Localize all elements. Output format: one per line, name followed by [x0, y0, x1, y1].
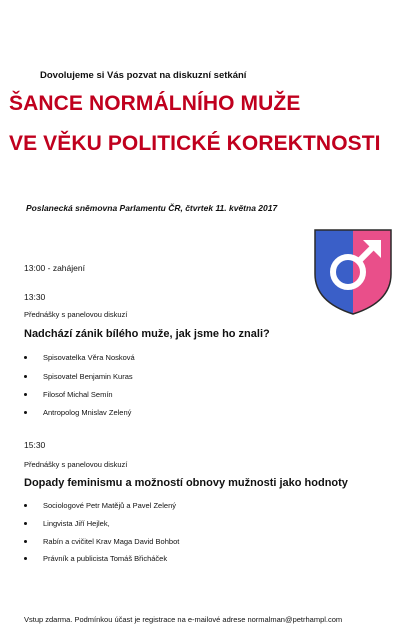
speaker-name: Spisovatel Benjamin Kuras — [43, 372, 133, 381]
session-1-speaker — [24, 372, 133, 381]
event-title-line-2: VE VĚKU POLITICKÉ KOREKTNOSTI — [9, 132, 381, 155]
session-2-speaker — [24, 519, 110, 528]
bullet-icon — [24, 393, 27, 396]
speaker-name: Antropolog Mnislav Zelený — [43, 408, 132, 417]
invitation-intro: Dovolujeme si Vás pozvat na diskuzní setkání — [40, 70, 247, 81]
bullet-icon — [24, 557, 27, 560]
session-1-speaker — [24, 390, 113, 399]
session-2-speaker — [24, 554, 167, 563]
session-2-topic: Dopady feminismu a možností obnovy mužnosti jako hodnoty — [24, 477, 348, 489]
event-title-line-1: ŠANCE NORMÁLNÍHO MUŽE — [9, 92, 301, 115]
speaker-name: Lingvista Jiří Hejlek, — [43, 519, 110, 528]
bullet-icon — [24, 411, 27, 414]
bullet-icon — [24, 522, 27, 525]
speaker-name: Sociologové Petr Matějů a Pavel Zelený — [43, 501, 176, 510]
speaker-name: Spisovatelka Věra Nosková — [43, 353, 135, 362]
mars-shield-icon — [313, 228, 393, 316]
session-1-speaker — [24, 408, 131, 417]
session-2-time: 15:30 — [24, 440, 46, 450]
speaker-name: Rabín a cvičitel Krav Maga David Bohbot — [43, 537, 180, 546]
speaker-name: Právník a publicista Tomáš Břicháček — [43, 554, 168, 563]
session-1-topic: Nadchází zánik bílého muže, jak jsme ho znali? — [24, 328, 270, 340]
opening-time: 13:00 - zahájení — [24, 263, 85, 273]
speaker-name: Filosof Michal Semín — [43, 390, 113, 399]
session-2-speaker — [24, 537, 179, 546]
session-1-time: 13:30 — [24, 292, 46, 302]
session-2-type: Přednášky s panelovou diskuzí — [24, 460, 128, 469]
session-1-speaker — [24, 353, 135, 362]
bullet-icon — [24, 356, 27, 359]
bullet-icon — [24, 504, 27, 507]
bullet-icon — [24, 375, 27, 378]
venue-and-date: Poslanecká sněmovna Parlamentu ČR, čtvrtek 11. května 2017 — [26, 203, 278, 213]
session-1-type: Přednášky s panelovou diskuzí — [24, 310, 128, 319]
bullet-icon — [24, 540, 27, 543]
registration-footer: Vstup zdarma. Podmínkou účast je registrace na e-mailové adrese normalman@petrhampl.com — [24, 615, 343, 624]
session-2-speaker — [24, 501, 176, 510]
